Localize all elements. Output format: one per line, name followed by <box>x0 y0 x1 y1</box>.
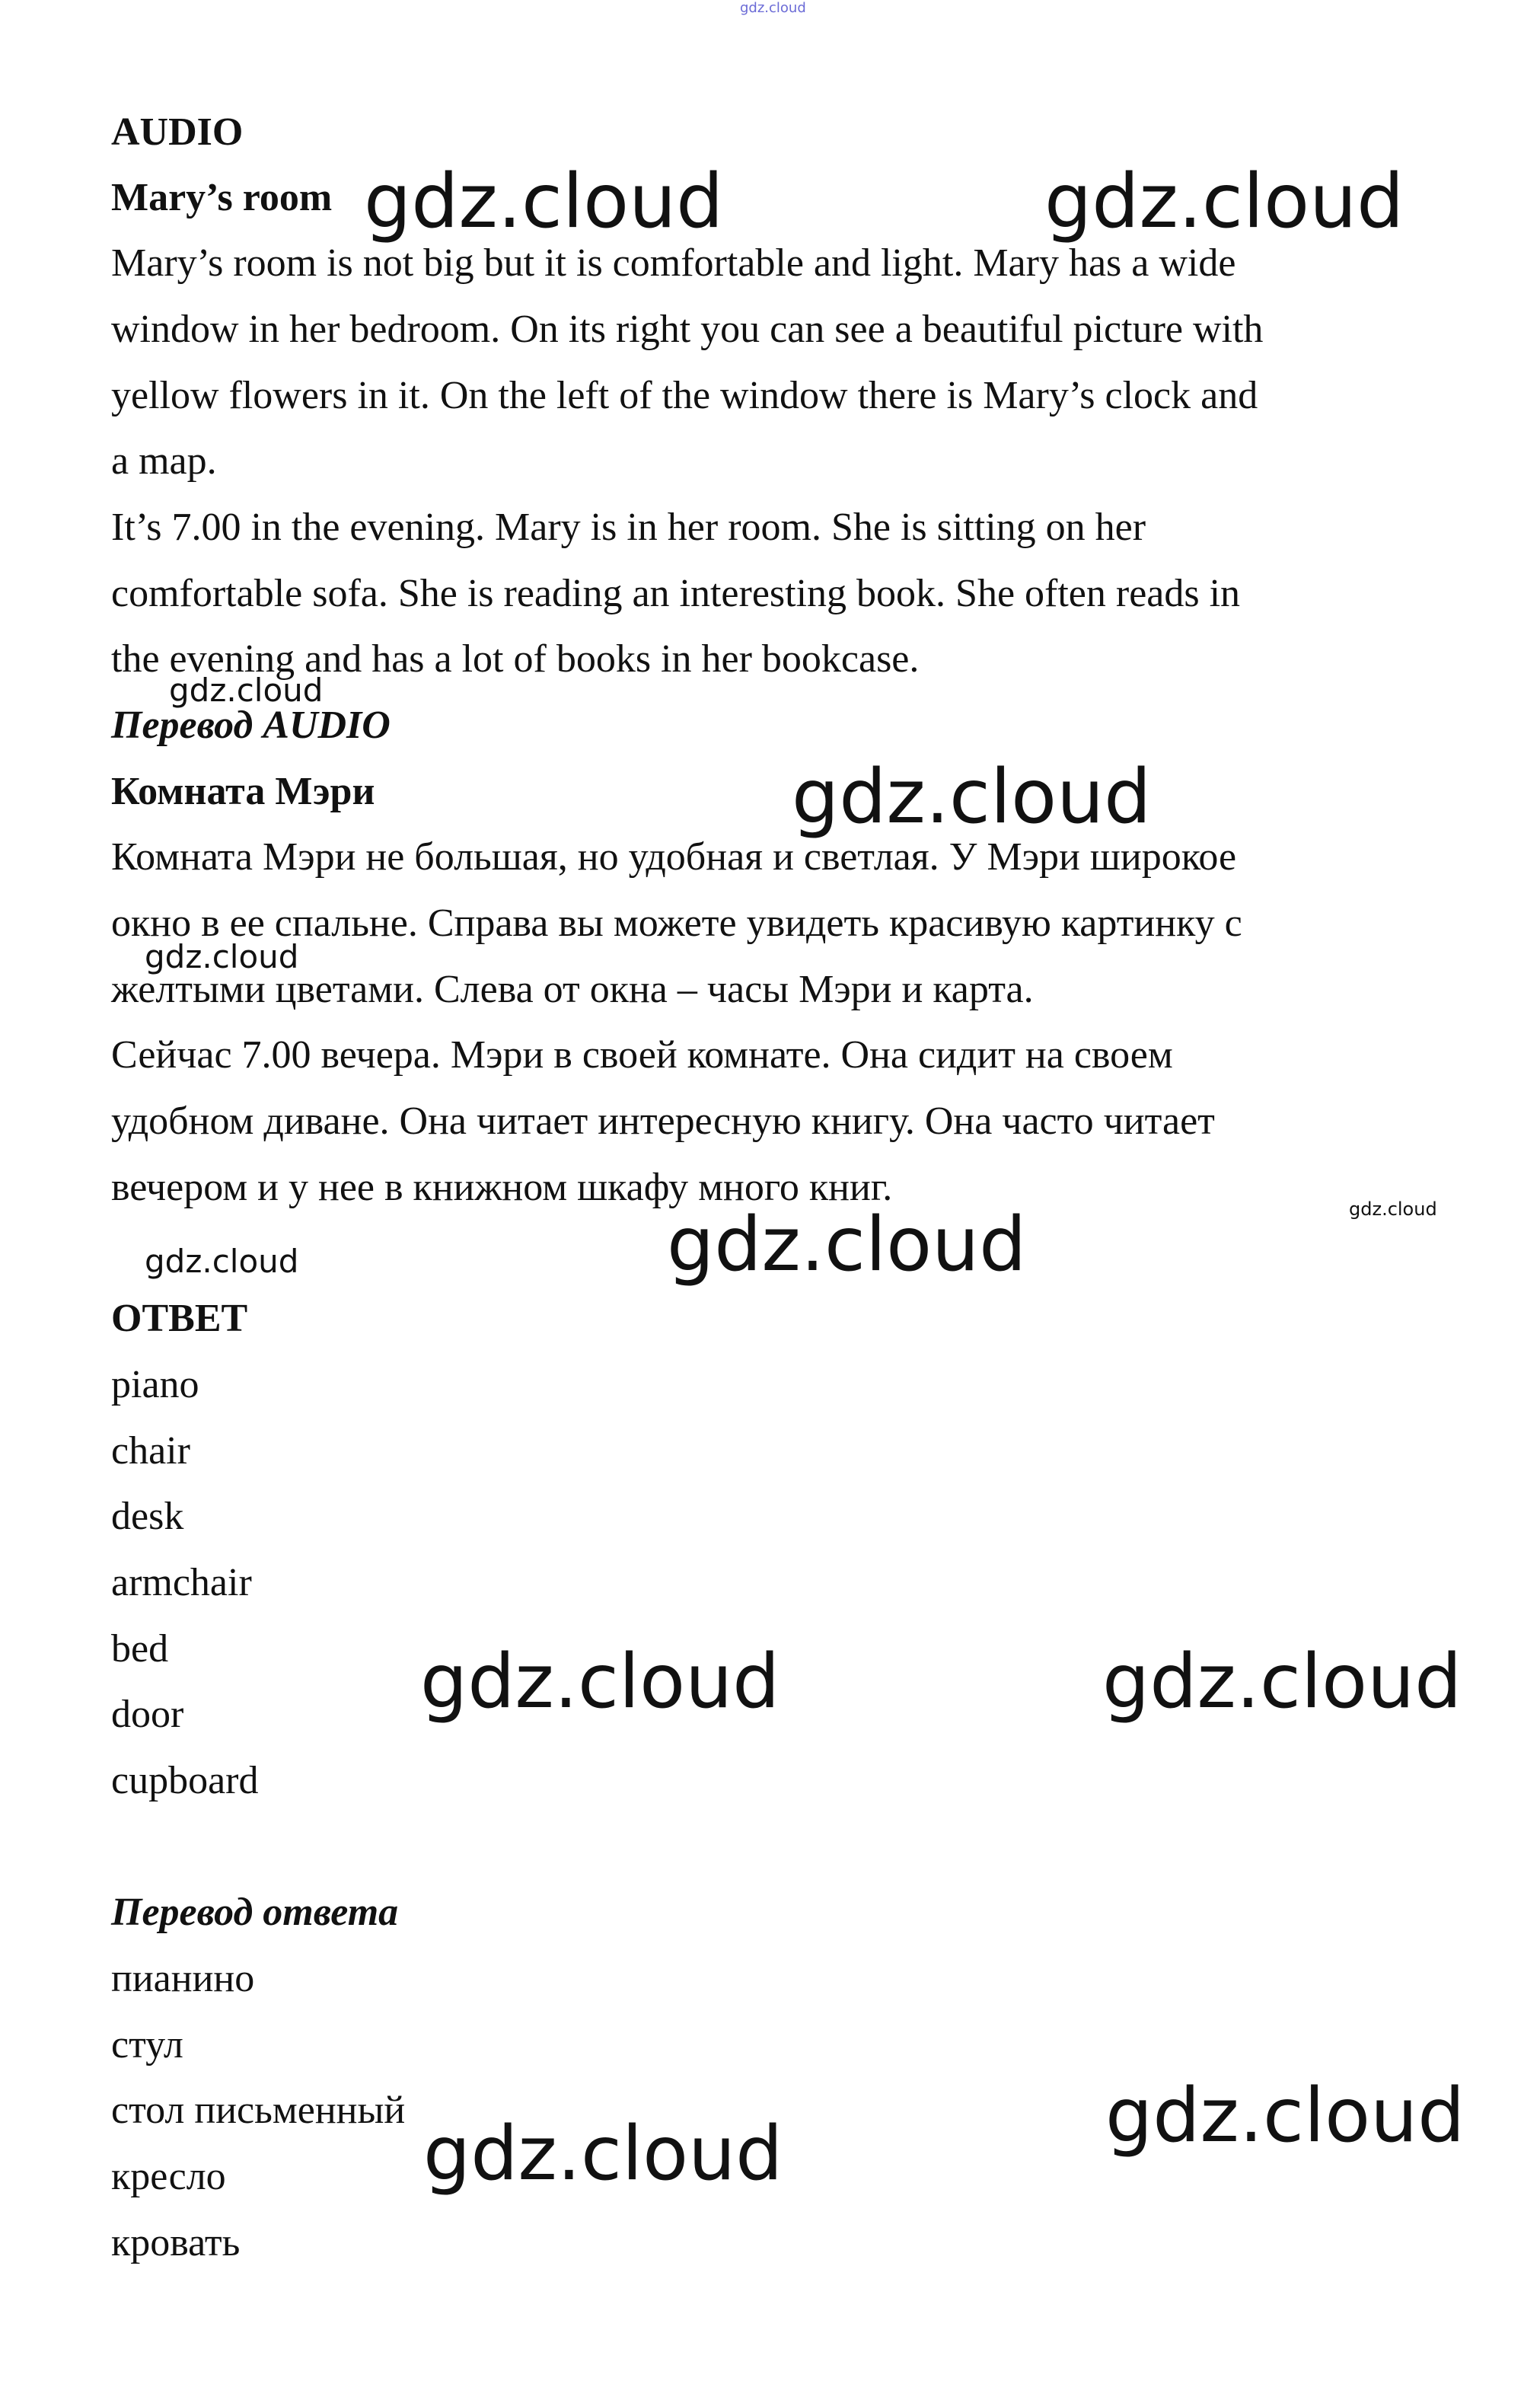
answer-translation-item: кровать <box>111 2221 241 2264</box>
watermark: gdz.cloud <box>667 1202 1027 1288</box>
translation-heading: Перевод AUDIO <box>111 704 391 747</box>
answer-item: piano <box>111 1363 199 1406</box>
watermark: gdz.cloud <box>145 938 299 975</box>
audio-text-line: window in her bedroom. On its right you can see a beautiful picture with <box>111 308 1264 351</box>
answer-item: cupboard <box>111 1759 259 1802</box>
translation-text-line: удобном диване. Она читает интересную книгу. Она часто читает <box>111 1099 1215 1143</box>
answer-item: desk <box>111 1495 184 1538</box>
watermark: gdz.cloud <box>423 2111 783 2197</box>
answer-item: door <box>111 1693 184 1736</box>
translation-text-line: Сейчас 7.00 вечера. Мэри в своей комнате. Она сидит на своем <box>111 1033 1173 1077</box>
translation-text-line: окно в ее спальне. Справа вы можете увидеть красивую картинку с <box>111 902 1242 945</box>
watermark: gdz.cloud <box>420 1639 780 1725</box>
answer-translation-item: пианино <box>111 1957 255 2000</box>
watermark-top: gdz.cloud <box>740 0 806 16</box>
answer-item: armchair <box>111 1561 252 1604</box>
translation-text-line: желтыми цветами. Слева от окна – часы Мэри и карта. <box>111 968 1034 1011</box>
audio-text-line: the evening and has a lot of books in her bookcase. <box>111 637 920 681</box>
answer-translation-item: кресло <box>111 2155 226 2198</box>
audio-heading: AUDIO <box>111 110 244 154</box>
audio-text-line: It’s 7.00 in the evening. Mary is in her room. She is sitting on her <box>111 506 1146 549</box>
answer-item: chair <box>111 1429 190 1473</box>
audio-text-line: a map. <box>111 439 217 483</box>
answer-item: bed <box>111 1627 169 1671</box>
watermark: gdz.cloud <box>364 158 724 245</box>
translation-text-line: Комната Мэри не большая, но удобная и светлая. У Мэри широкое <box>111 835 1237 879</box>
audio-text-line: comfortable sofa. She is reading an interesting book. She often reads in <box>111 572 1241 615</box>
translation-text-line: вечером и у нее в книжном шкафу много книг. <box>111 1166 893 1209</box>
answer-translation-item: стул <box>111 2023 183 2066</box>
answer-heading: ОТВЕТ <box>111 1297 248 1340</box>
watermark: gdz.cloud <box>792 754 1152 841</box>
answer-translation-heading: Перевод ответа <box>111 1891 399 1934</box>
watermark: gdz.cloud <box>1102 1639 1462 1725</box>
audio-title: Mary’s room <box>111 176 333 219</box>
translation-title: Комната Мэри <box>111 770 375 813</box>
audio-text-line: Mary’s room is not big but it is comfortable and light. Mary has a wide <box>111 241 1236 285</box>
watermark: gdz.cloud <box>145 1243 299 1280</box>
watermark: gdz.cloud <box>1105 2073 1465 2159</box>
answer-translation-item: стол письменный <box>111 2089 406 2132</box>
audio-text-line: yellow flowers in it. On the left of the window there is Mary’s clock and <box>111 374 1258 417</box>
watermark: gdz.cloud <box>1044 158 1404 245</box>
watermark: gdz.cloud <box>1349 1198 1437 1220</box>
watermark: gdz.cloud <box>169 672 324 709</box>
